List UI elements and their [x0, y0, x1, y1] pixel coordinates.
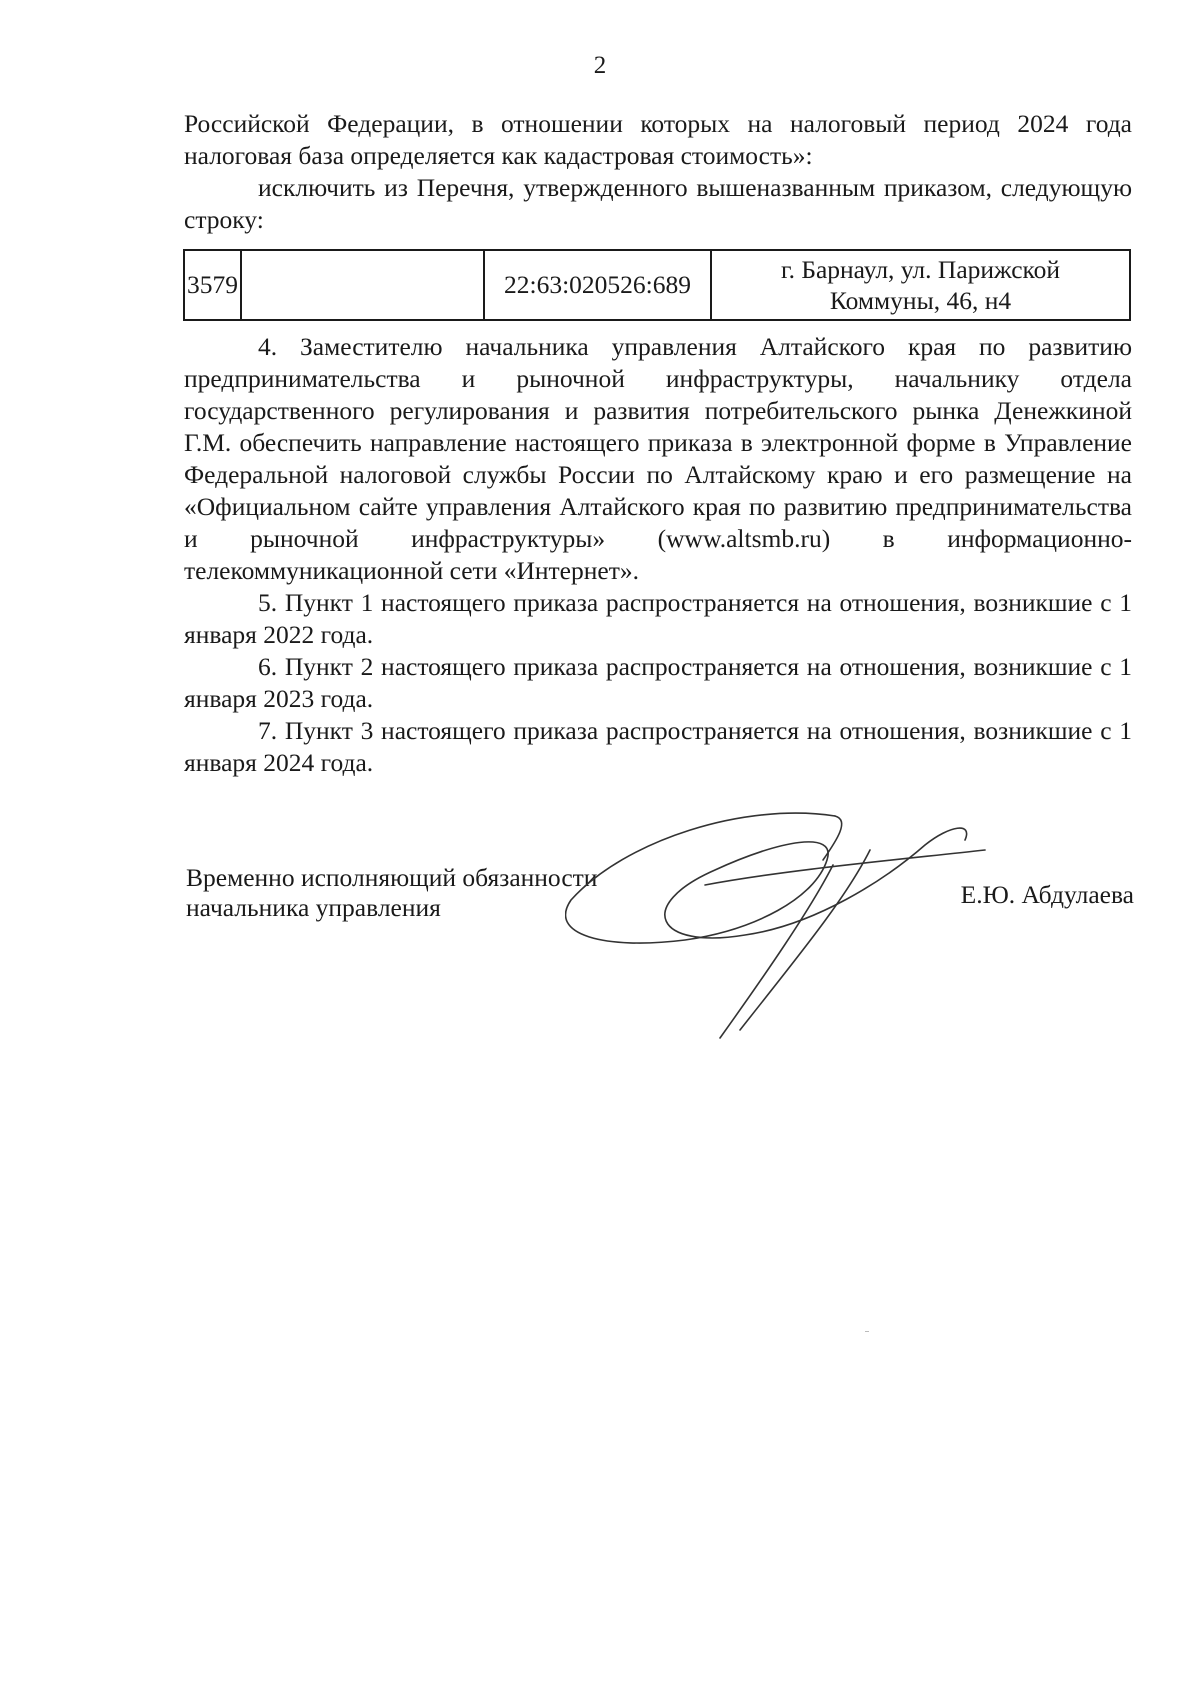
position-line-1: Временно исполняющий обязанности — [186, 863, 598, 892]
address-line-2: Коммуны, 46, н4 — [829, 286, 1012, 315]
intro-paragraph-1: Российской Федерации, в отношении которых на налоговый период 2024 года налоговая база определяется как кадастровая стоимость»: — [184, 109, 1132, 170]
item-6: 6. Пункт 2 настоящего приказа распространяется на отношения, возникшие с 1 января 2023 года. — [184, 652, 1132, 713]
intro-text — [184, 108, 1132, 236]
page-number: 2 — [593, 52, 607, 79]
table-row — [184, 250, 1130, 320]
item-5: 5. Пункт 1 настоящего приказа распространяется на отношения, возникшие с 1 января 2022 года. — [184, 588, 1132, 649]
signer-name: Е.Ю. Абдулаева — [960, 880, 1134, 909]
scan-speck — [865, 1331, 869, 1332]
intro-paragraph-2: исключить из Перечня, утвержденного вышеназванным приказом, следующую строку: — [184, 173, 1132, 234]
cadastral-number-cell: 22:63:020526:689 — [484, 250, 711, 320]
row-name-cell — [241, 250, 484, 320]
address-line-1: г. Барнаул, ул. Парижской — [780, 255, 1061, 284]
signatory-position — [186, 863, 597, 923]
items-list — [184, 331, 1132, 779]
address-cell — [711, 250, 1130, 320]
position-line-2: начальника управления — [186, 893, 441, 922]
exclusion-table — [183, 249, 1131, 321]
item-4: 4. Заместителю начальника управления Алтайского края по развитию предпринимательства и рыночной инфраструктуры, начальнику отдела государственного регулирования и развития потребительского рынка Денежкиной Г.М. обеспечить направление настоящего приказа в электронной форме в Управление Федеральной налоговой службы России по Алтайскому краю и его размещение на «Официальном сайте управления Алтайского края по развитию предпринимательства и рыночной инфраструктуры» (www.altsmb.ru) в информационно-телекоммуникационной сети «Интернет». — [184, 332, 1132, 585]
item-7: 7. Пункт 3 настоящего приказа распространяется на отношения, возникшие с 1 января 2024 года. — [184, 716, 1132, 777]
row-number-cell: 3579 — [184, 250, 241, 320]
handwritten-signature — [565, 800, 1045, 1050]
